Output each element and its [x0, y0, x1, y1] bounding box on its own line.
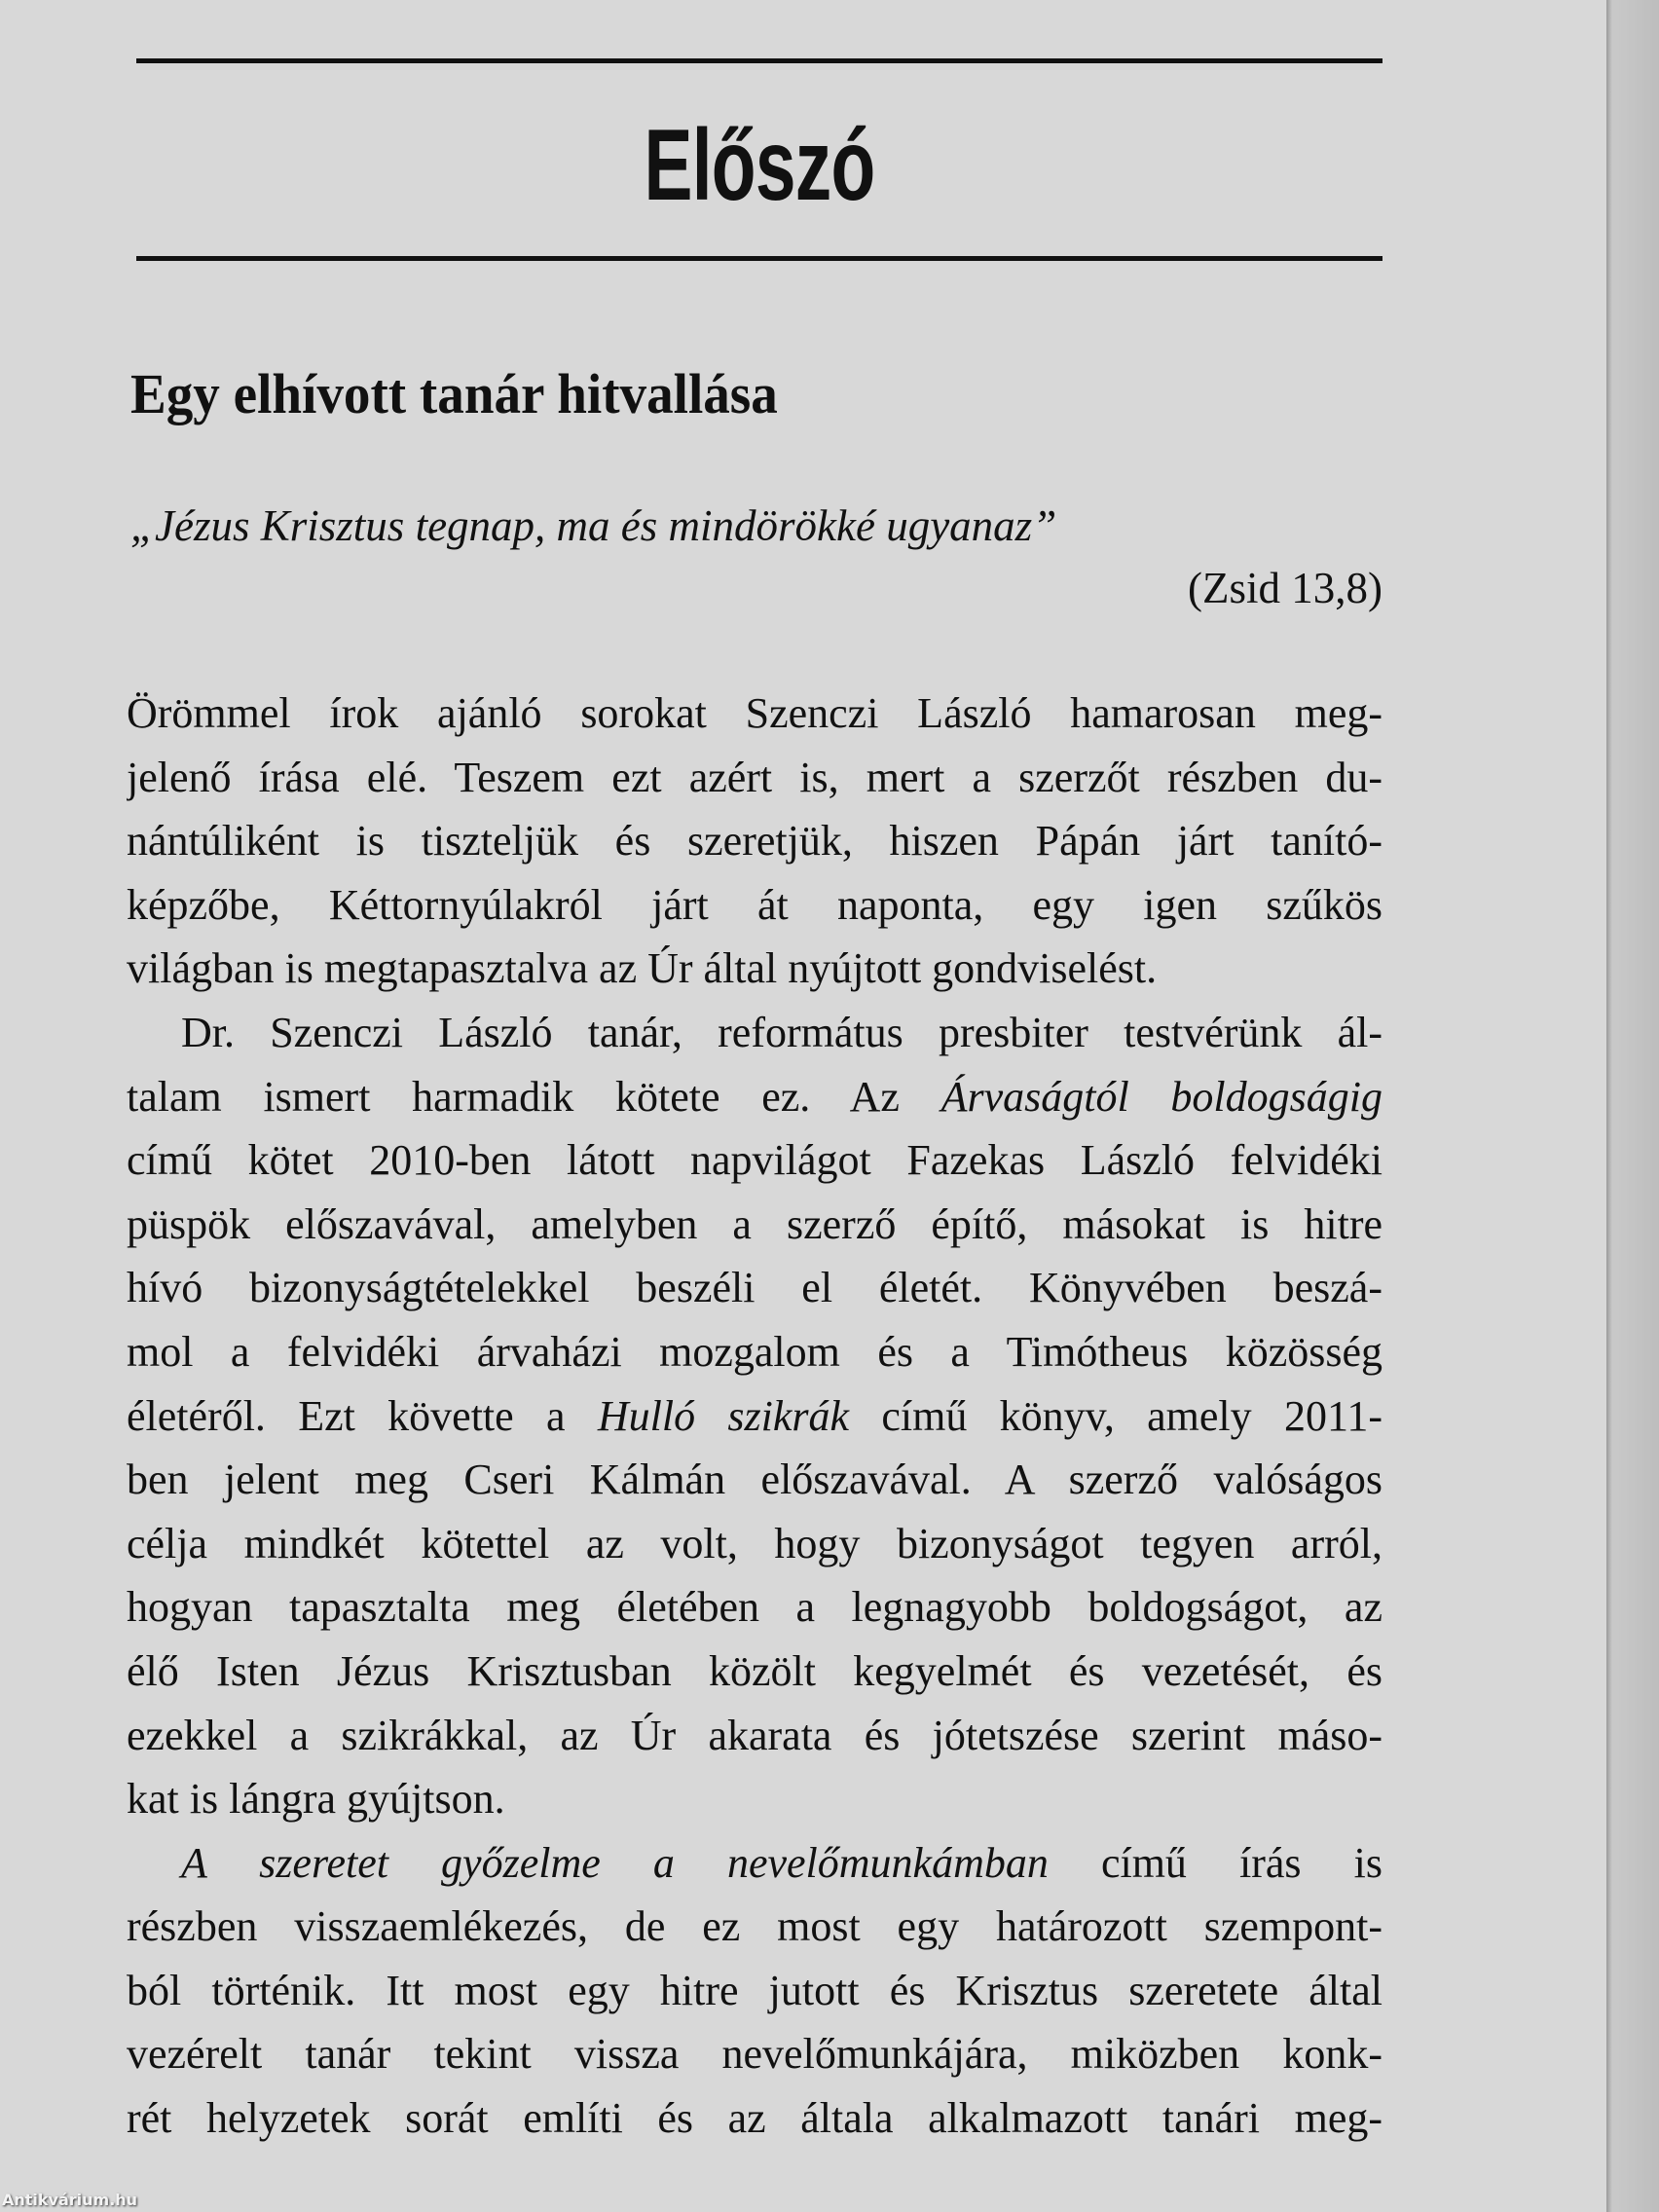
text-segment: rét helyzetek sorát említi és az általa alkalmazott tanári meg- [127, 2094, 1382, 2143]
text-line [127, 1704, 1382, 1768]
text-line [127, 1575, 1382, 1640]
text-line [127, 1193, 1382, 1257]
text-segment: Örömmel írok ajánló sorokat Szenczi László hamarosan meg- [127, 689, 1382, 737]
top-rule [136, 58, 1382, 63]
text-segment: című írás is [1048, 1838, 1382, 1887]
text-segment: kat is lángra gyújtson. [127, 1775, 505, 1824]
text-segment: hogyan tapasztalta meg életében a legnagyobb boldogságot, az [127, 1583, 1382, 1632]
text-segment: vezérelt tanár tekint vissza nevelőmunkájára, miközben konk- [127, 2030, 1382, 2079]
text-segment: mol a felvidéki árvaházi mozgalom és a Timótheus közösség [127, 1327, 1382, 1376]
text-line [127, 1831, 1382, 1896]
text-line [127, 873, 1382, 938]
text-segment: című könyv, amely 2011- [849, 1391, 1382, 1440]
text-line [127, 746, 1382, 810]
text-line [127, 1256, 1382, 1320]
text-line [127, 1384, 1382, 1449]
text-line [127, 809, 1382, 873]
text-line [127, 1895, 1382, 1959]
text-line [127, 682, 1382, 746]
text-line [127, 2022, 1382, 2086]
text-segment: című kötet 2010-ben látott napvilágot Fazekas László felvidéki [127, 1136, 1382, 1185]
text-line [127, 2086, 1382, 2151]
epigraph-reference: (Zsid 13,8) [1188, 564, 1382, 612]
epigraph-quote: „Jézus Krisztus tegnap, ma és mindörökké ugyanaz” [130, 501, 1057, 550]
text-segment: ból történik. Itt most egy hitre jutott és Krisztus szeretete által [127, 1966, 1382, 2014]
text-line [127, 1640, 1382, 1704]
text-segment: püspök előszavával, amelyben a szerző építő, másokat is hitre [127, 1199, 1382, 1248]
text-segment: részben visszaemlékezés, de ez most egy határozott szempont- [127, 1902, 1382, 1951]
text-line [127, 1448, 1382, 1512]
text-segment: ezekkel a szikrákkal, az Úr akarata és jótetszése szerint máso- [127, 1711, 1382, 1759]
text-segment: talam ismert harmadik kötete ez. Az [127, 1072, 941, 1121]
text-segment: világban is megtapasztalva az Úr által nyújtott gondviselést. [127, 944, 1158, 993]
text-segment: képzőbe, Kéttornyúlakról járt át naponta, egy igen szűkös [127, 880, 1382, 929]
text-line [127, 1959, 1382, 2023]
text-line [127, 1512, 1382, 1576]
section-heading: Egy elhívott tanár hitvallása [130, 362, 778, 425]
text-line [127, 1128, 1382, 1193]
text-line [127, 1320, 1382, 1384]
watermark: Antikvárium.hu [2, 2191, 138, 2209]
text-segment: nántúliként is tiszteljük és szeretjük, hiszen Pápán járt tanító- [127, 817, 1382, 866]
italic-title-text: A szeretet győzelme a nevelőmunkámban [181, 1838, 1049, 1887]
text-segment: élő Isten Jézus Krisztusban közölt kegyelmét és vezetését, és [127, 1646, 1382, 1695]
title-bottom-rule [136, 256, 1382, 261]
chapter-title: Előszó [644, 109, 875, 222]
text-segment: Dr. Szenczi László tanár, református presbiter testvérünk ál- [181, 1008, 1382, 1056]
text-line [127, 1767, 1382, 1831]
text-segment: célja mindkét kötettel az volt, hogy bizonyságot tegyen arról, [127, 1519, 1382, 1567]
italic-title-text: Hulló szikrák [597, 1391, 850, 1440]
text-line [127, 937, 1382, 1001]
page-edge [1606, 0, 1659, 2212]
text-line [127, 1001, 1382, 1065]
text-line [127, 1065, 1382, 1129]
text-segment: életéről. Ezt követte a [127, 1391, 598, 1440]
text-segment: jelenő írása elé. Teszem ezt azért is, mert a szerzőt részben du- [127, 753, 1382, 801]
body-text [127, 682, 1382, 2151]
text-segment: ben jelent meg Cseri Kálmán előszavával. A szerző valóságos [127, 1456, 1382, 1504]
italic-title-text: Árvaságtól boldogságig [940, 1072, 1382, 1121]
text-segment: hívó bizonyságtételekkel beszéli el életét. Könyvében beszá- [127, 1264, 1382, 1312]
